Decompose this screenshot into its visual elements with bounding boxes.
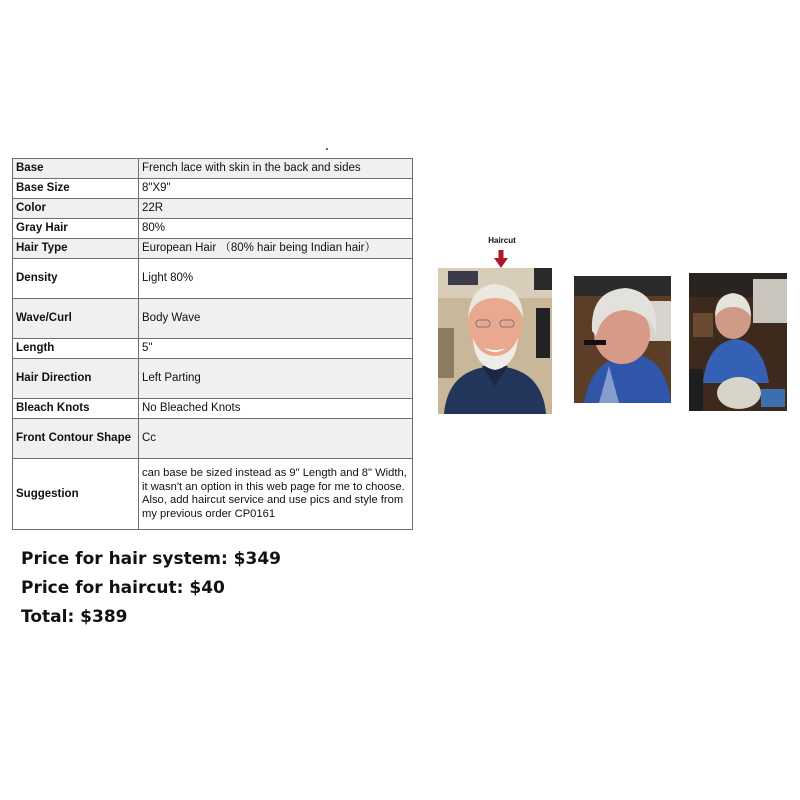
price-total: Total: $389: [21, 607, 128, 627]
table-row: [13, 399, 413, 419]
table-row: [13, 199, 413, 219]
table-row: [13, 179, 413, 199]
spec-value: 8"X9": [139, 179, 413, 199]
table-row: [13, 219, 413, 239]
spec-value: Light 80%: [139, 259, 413, 299]
arrow-down-icon: [494, 250, 508, 268]
spec-value: French lace with skin in the back and sides: [139, 159, 413, 179]
spec-value: 22R: [139, 199, 413, 219]
spec-label: Wave/Curl: [13, 299, 139, 339]
haircut-reference-photo-front: [438, 268, 552, 414]
spec-label: Gray Hair: [13, 219, 139, 239]
spec-value: 80%: [139, 219, 413, 239]
hair-system-spec-table: [12, 158, 413, 530]
table-row: [13, 239, 413, 259]
table-row: [13, 419, 413, 459]
price-haircut: Price for haircut: $40: [21, 578, 225, 598]
table-row: [13, 339, 413, 359]
haircut-reference-photo-back: [689, 273, 787, 411]
table-row: [13, 359, 413, 399]
spec-label: Suggestion: [13, 459, 139, 530]
table-row: [13, 159, 413, 179]
spec-label: Base: [13, 159, 139, 179]
spec-label: Hair Type: [13, 239, 139, 259]
spec-value: Body Wave: [139, 299, 413, 339]
haircut-reference-photo-side: [574, 276, 671, 403]
spec-value: No Bleached Knots: [139, 399, 413, 419]
spec-label: Color: [13, 199, 139, 219]
spec-label: Bleach Knots: [13, 399, 139, 419]
stray-dot: [326, 148, 328, 150]
spec-label: Base Size: [13, 179, 139, 199]
price-hair-system: Price for hair system: $349: [21, 549, 281, 569]
spec-value: European Hair （80% hair being Indian hair）: [139, 239, 413, 259]
spec-label: Length: [13, 339, 139, 359]
spec-label: Density: [13, 259, 139, 299]
spec-value: can base be sized instead as 9" Length and 8" Width, it wasn't an option in this web page for me to choose. Also, add haircut service and use pics and style from my previous order CP0161: [139, 459, 413, 530]
spec-value: 5": [139, 339, 413, 359]
table-row: [13, 459, 413, 530]
table-row: [13, 299, 413, 339]
table-row: [13, 259, 413, 299]
spec-label: Hair Direction: [13, 359, 139, 399]
spec-label: Front Contour Shape: [13, 419, 139, 459]
haircut-caption: Haircut: [488, 236, 516, 245]
spec-value: Cc: [139, 419, 413, 459]
spec-value: Left Parting: [139, 359, 413, 399]
